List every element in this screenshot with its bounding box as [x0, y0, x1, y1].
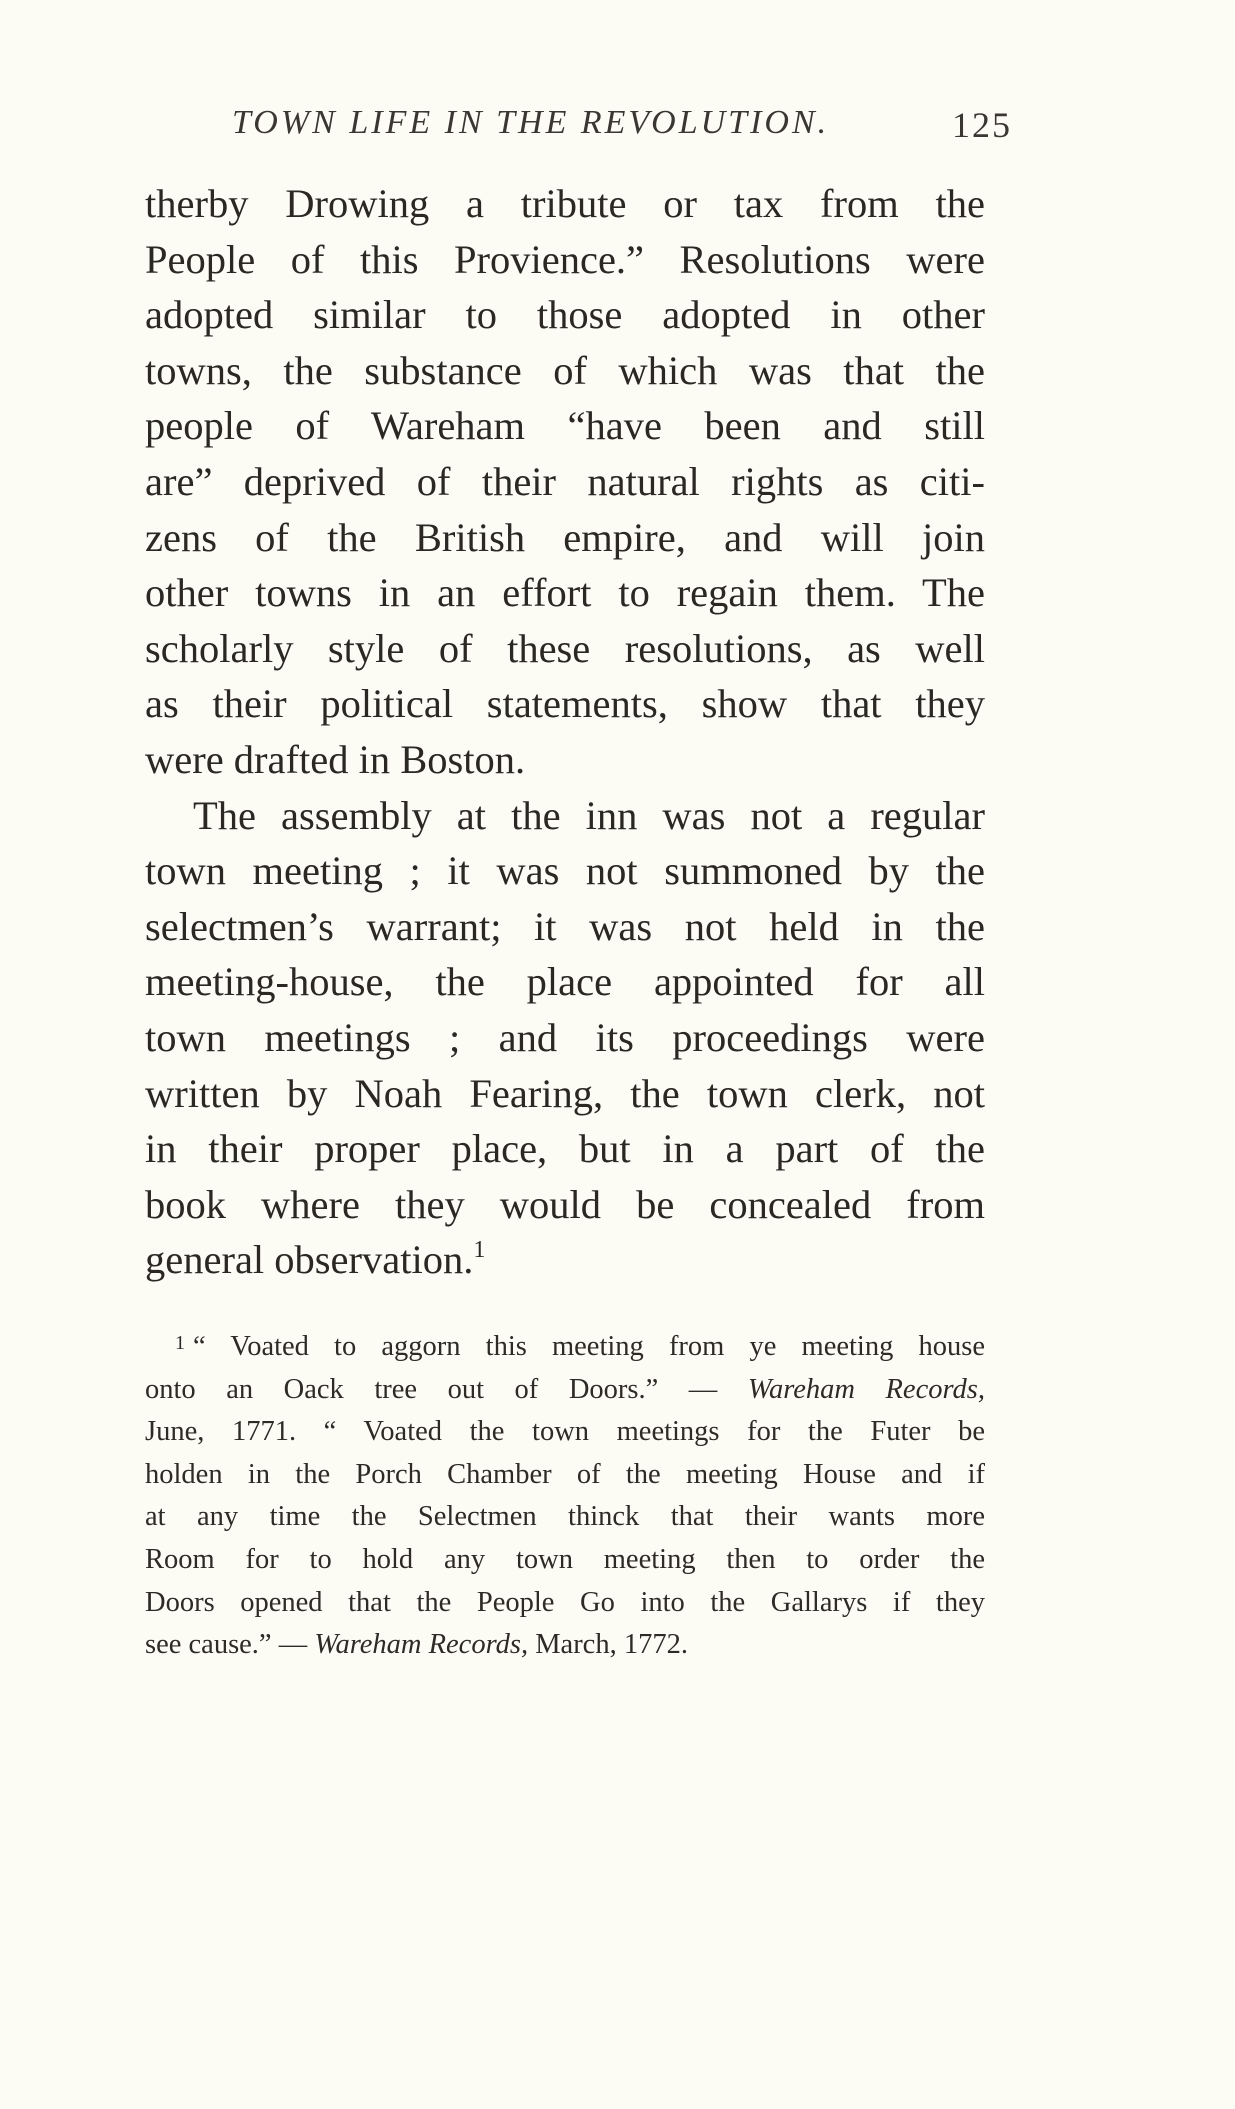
footnote-line: June, 1771. “ Voated the town meetings for the Futer be [145, 1416, 985, 1448]
paragraph-2 [145, 788, 985, 1288]
footnote-line [145, 1369, 985, 1412]
page-number: 125 [952, 105, 1012, 145]
footnote-citation: Wareham Records, [747, 1373, 985, 1405]
footnote-text: “ Voated to aggorn this meeting from ye meeting house [193, 1331, 985, 1362]
footnote-line [145, 1624, 985, 1667]
text-line: therby Drowing a tribute or tax from the [145, 181, 985, 226]
text-line: zens of the British empire, and will join [145, 514, 985, 560]
footnote-citation: Wareham Records, [314, 1629, 529, 1661]
text-line: People of this Provience.” Resolutions were [145, 236, 985, 282]
text-line: towns, the substance of which was that the [145, 347, 985, 393]
text-line [145, 1232, 985, 1288]
footnote-line: Doors opened that the People Go into the Gallarys if they [145, 1586, 985, 1618]
text-line-content: general observation. [145, 1237, 474, 1283]
footnote [145, 1322, 985, 1667]
footnote-text: March, 1772. [528, 1629, 688, 1661]
footnote-text: see cause.” — [145, 1629, 315, 1661]
footnote-line: holden in the Porch Chamber of the meeting House and if [145, 1458, 985, 1490]
text-line: in their proper place, but in a part of the [145, 1126, 985, 1172]
text-line: meeting-house, the place appointed for all [145, 959, 985, 1005]
text-line: adopted similar to those adopted in other [145, 292, 985, 338]
text-line: as their political statements, show that they [145, 681, 985, 727]
main-text [145, 176, 985, 1288]
paragraph-1 [145, 176, 985, 788]
text-line: written by Noah Fearing, the town clerk, not [145, 1070, 985, 1116]
footnote-text: onto an Oack tree out of Doors.” — [145, 1373, 748, 1405]
running-head-title: TOWN LIFE IN THE REVOLUTION. [232, 104, 830, 141]
footnote-line: at any time the Selectmen thinck that their wants more [145, 1501, 985, 1533]
footnote-reference: 1 [473, 1237, 486, 1264]
text-line: other towns in an effort to regain them. The [145, 570, 985, 616]
running-head [232, 104, 1012, 154]
text-line: town meetings ; and its proceedings were [145, 1014, 985, 1060]
footnote-marker: 1 [175, 1332, 185, 1354]
text-line: people of Wareham “have been and still [145, 403, 985, 449]
text-line: scholarly style of these resolutions, as well [145, 625, 985, 671]
text-line: town meeting ; it was not summoned by the [145, 848, 985, 894]
text-line: selectmen’s warrant; it was not held in the [145, 903, 985, 949]
text-line: book where they would be concealed from [145, 1181, 985, 1227]
footnote-line: Room for to hold any town meeting then to order the [145, 1543, 985, 1575]
text-line: were drafted in Boston. [145, 736, 526, 782]
text-line: The assembly at the inn was not a regular [193, 792, 985, 838]
text-line: are” deprived of their natural rights as citi- [145, 458, 985, 504]
footnote-line [145, 1322, 985, 1369]
